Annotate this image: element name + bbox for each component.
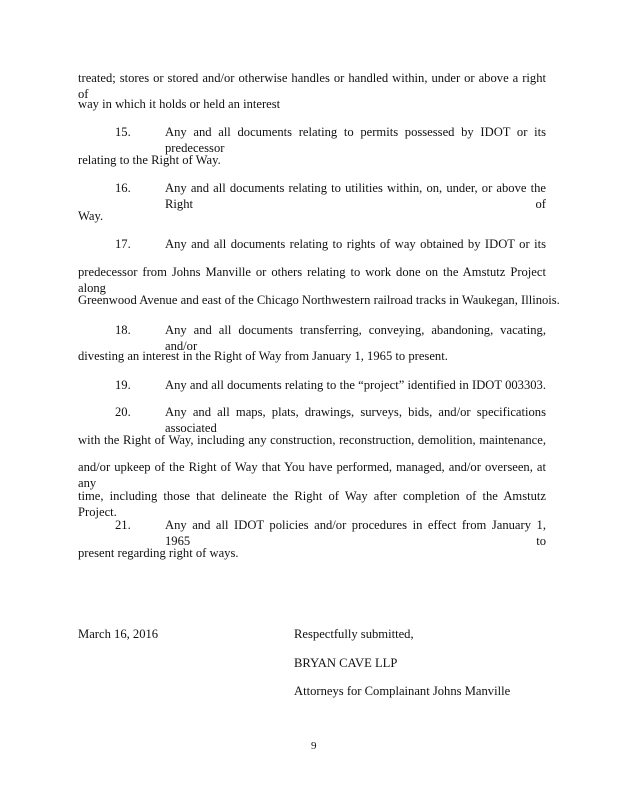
item-number: 16. [115,181,131,195]
signature-date: March 16, 2016 [78,627,159,641]
item-number: 15. [115,125,131,139]
item-text: Any and all IDOT policies and/or procedures in effect from January 1, 1965 to [165,518,546,548]
body-line: with the Right of Way, including any construction, reconstruction, demolition, maintenance, [78,433,546,447]
item-text: Any and all documents transferring, conveying, abandoning, vacating, and/or [165,323,546,353]
body-line: predecessor from Johns Manville or others relating to work done on the Amstutz Project along [78,265,546,295]
item-number: 18. [115,323,131,337]
item-number: 17. [115,237,131,251]
body-line: relating to the Right of Way. [78,153,221,167]
body-line: present regarding right of ways. [78,546,239,560]
item-number: 21. [115,518,131,532]
item-19 [78,377,546,393]
signature-role: Attorneys for Complainant Johns Manville [294,684,511,698]
item-text: Any and all documents relating to permits possessed by IDOT or its predecessor [165,125,546,155]
body-line: Greenwood Avenue and east of the Chicago Northwestern railroad tracks in Waukegan, Illinois. [78,293,560,307]
item-17 [78,236,546,252]
signature-closing: Respectfully submitted, [294,627,414,641]
body-line: divesting an interest in the Right of Way from January 1, 1965 to present. [78,349,448,363]
body-line: way in which it holds or held an interest [78,97,281,111]
body-line: time, including those that delineate the Right of Way after completion of the Amstutz Project. [78,489,546,519]
item-text: Any and all documents relating to rights of way obtained by IDOT or its [165,237,546,251]
item-text: Any and all documents relating to the “project” identified in IDOT 003303. [165,378,546,392]
item-number: 20. [115,405,131,419]
item-number: 19. [115,378,131,392]
page-number: 9 [311,740,317,752]
signature-firm: BRYAN CAVE LLP [294,656,398,670]
body-line: Way. [78,209,104,223]
item-text: Any and all maps, plats, drawings, surveys, bids, and/or specifications associated [165,405,546,435]
item-text: Any and all documents relating to utilities within, on, under, or above the Right of [165,181,546,211]
body-line: and/or upkeep of the Right of Way that You have performed, managed, and/or overseen, at any [78,460,546,490]
body-line: treated; stores or stored and/or otherwise handles or handled within, under or above a right of [78,71,546,101]
